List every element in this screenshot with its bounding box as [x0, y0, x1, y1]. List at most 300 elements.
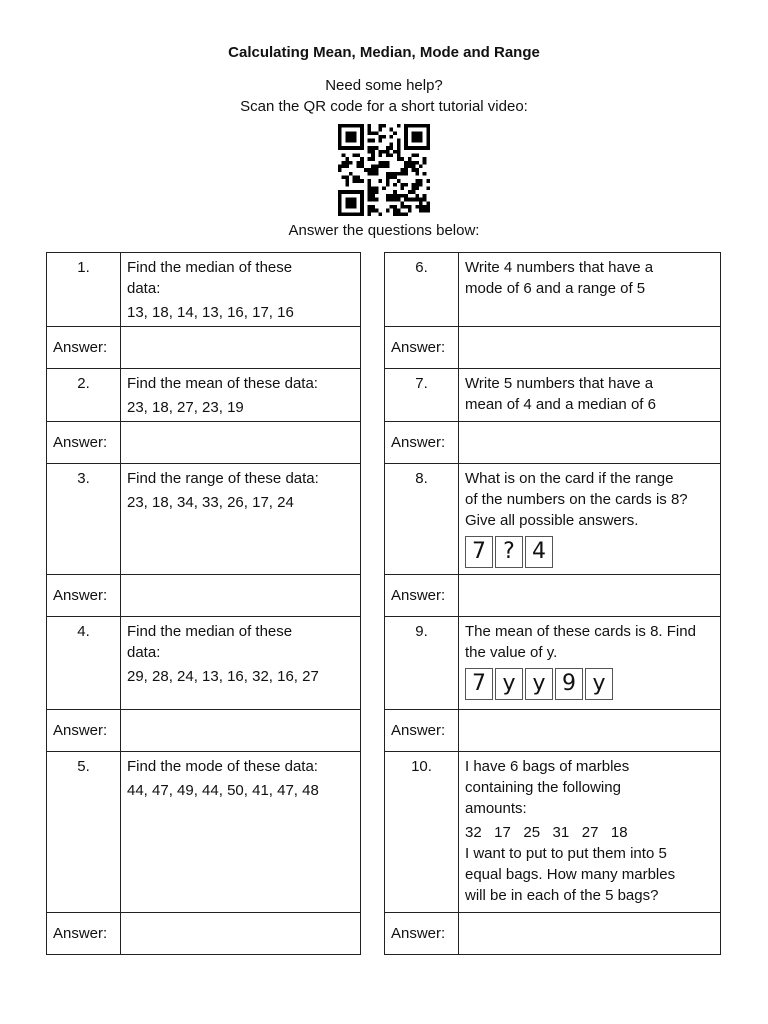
qr-module	[378, 153, 382, 157]
answer-field-10[interactable]	[459, 913, 721, 955]
question-text	[459, 369, 721, 422]
qr-module	[375, 131, 379, 135]
question-line: containing the following	[465, 779, 621, 796]
qr-module	[419, 135, 423, 139]
qr-module	[412, 146, 416, 150]
qr-module	[423, 124, 427, 128]
qr-module	[356, 153, 360, 157]
qr-module	[349, 131, 353, 135]
question-text	[121, 752, 361, 913]
qr-module	[338, 128, 342, 132]
qr-module	[342, 153, 346, 157]
qr-module	[426, 201, 430, 205]
qr-module	[426, 142, 430, 146]
question-line: amounts:	[465, 800, 527, 817]
qr-module	[345, 201, 349, 205]
answer-field-6[interactable]	[459, 327, 721, 369]
answer-field-5[interactable]	[121, 913, 361, 955]
qr-module	[338, 164, 342, 168]
question-line: What is on the card if the range	[465, 470, 674, 487]
qr-module	[423, 209, 427, 213]
qr-module	[360, 157, 364, 161]
qr-module	[415, 172, 419, 176]
question-text	[459, 464, 721, 575]
qr-module	[382, 161, 386, 165]
qr-module	[338, 190, 342, 194]
qr-module	[412, 135, 416, 139]
qr-module	[378, 164, 382, 168]
qr-module	[419, 183, 423, 187]
qr-module	[415, 187, 419, 191]
qr-module	[415, 146, 419, 150]
number-cards	[465, 536, 714, 568]
qr-module	[401, 201, 405, 205]
question-text	[459, 253, 721, 327]
question-data: 13, 18, 14, 13, 16, 17, 16	[127, 304, 294, 321]
qr-module	[423, 161, 427, 165]
qr-module	[367, 190, 371, 194]
qr-module	[371, 168, 375, 172]
qr-module	[423, 146, 427, 150]
qr-module	[401, 212, 405, 216]
answer-row-4	[47, 710, 361, 752]
qr-module	[390, 205, 394, 209]
qr-module	[412, 164, 416, 168]
qr-module	[367, 209, 371, 213]
answer-label: Answer:	[385, 575, 459, 617]
qr-module	[353, 131, 357, 135]
qr-module	[390, 146, 394, 150]
qr-module	[382, 124, 386, 128]
answer-label: Answer:	[47, 422, 121, 464]
qr-module	[426, 131, 430, 135]
qr-module	[390, 142, 394, 146]
qr-module	[349, 146, 353, 150]
qr-module	[349, 198, 353, 202]
qr-module	[378, 161, 382, 165]
qr-module	[371, 190, 375, 194]
answer-label: Answer:	[385, 913, 459, 955]
answer-row-1	[47, 327, 361, 369]
qr-module	[423, 198, 427, 202]
qr-module	[386, 194, 390, 198]
qr-module	[353, 153, 357, 157]
qr-module	[349, 212, 353, 216]
qr-module	[415, 161, 419, 165]
qr-module	[371, 209, 375, 213]
qr-module	[349, 190, 353, 194]
qr-module	[397, 179, 401, 183]
question-data: 44, 47, 49, 44, 50, 41, 47, 48	[127, 782, 319, 799]
qr-module	[404, 164, 408, 168]
qr-module	[426, 205, 430, 209]
qr-module	[375, 198, 379, 202]
question-line: data:	[127, 644, 161, 661]
qr-module	[349, 135, 353, 139]
qr-module	[371, 157, 375, 161]
qr-module	[345, 146, 349, 150]
qr-module	[408, 198, 412, 202]
question-number: 8.	[385, 464, 459, 575]
qr-module	[371, 187, 375, 191]
question-row-9	[385, 617, 721, 710]
qr-module	[349, 172, 353, 176]
qr-module	[408, 124, 412, 128]
qr-module	[404, 168, 408, 172]
qr-module	[401, 172, 405, 176]
qr-module	[412, 198, 416, 202]
qr-module	[356, 124, 360, 128]
qr-module	[404, 142, 408, 146]
answer-field-4[interactable]	[121, 710, 361, 752]
qr-module	[338, 168, 342, 172]
qr-module	[386, 164, 390, 168]
qr-module	[356, 146, 360, 150]
qr-module	[386, 198, 390, 202]
qr-module	[419, 201, 423, 205]
qr-module	[401, 194, 405, 198]
qr-module	[412, 187, 416, 191]
answer-row-2	[47, 422, 361, 464]
qr-module	[419, 131, 423, 135]
qr-module	[342, 190, 346, 194]
qr-module	[342, 161, 346, 165]
qr-module	[345, 176, 349, 180]
qr-module	[404, 128, 408, 132]
qr-module	[397, 150, 401, 154]
question-line: Write 4 numbers that have a	[465, 259, 654, 276]
qr-module	[371, 146, 375, 150]
answer-row-3	[47, 575, 361, 617]
qr-module	[390, 198, 394, 202]
qr-module	[345, 135, 349, 139]
number-card: 9	[555, 668, 583, 700]
qr-module	[419, 179, 423, 183]
qr-module	[390, 172, 394, 176]
question-line: mean of 4 and a median of 6	[465, 396, 656, 413]
instructions: Answer the questions below:	[288, 222, 480, 239]
qr-module	[412, 153, 416, 157]
qr-module	[397, 209, 401, 213]
qr-module	[356, 179, 360, 183]
qr-module	[390, 176, 394, 180]
answer-field-2[interactable]	[121, 422, 361, 464]
question-line: data:	[127, 280, 161, 297]
qr-module	[353, 201, 357, 205]
qr-module	[360, 128, 364, 132]
qr-module	[404, 194, 408, 198]
qr-module	[412, 168, 416, 172]
question-line: of the numbers on the cards is 8?	[465, 491, 688, 508]
answer-field-3[interactable]	[121, 575, 361, 617]
qr-module	[404, 198, 408, 202]
number-card: 7	[465, 536, 493, 568]
answer-label: Answer:	[385, 422, 459, 464]
qr-module	[356, 212, 360, 216]
question-row-1	[47, 253, 361, 327]
help-line-1: Need some help?	[325, 77, 443, 94]
qr-module	[345, 131, 349, 135]
qr-module	[367, 183, 371, 187]
question-row-5	[47, 752, 361, 913]
qr-module	[386, 172, 390, 176]
qr-module	[345, 164, 349, 168]
qr-module	[356, 176, 360, 180]
qr-module	[367, 128, 371, 132]
qr-module	[393, 205, 397, 209]
answer-field-8[interactable]	[459, 575, 721, 617]
qr-module	[353, 124, 357, 128]
qr-module	[360, 164, 364, 168]
qr-module	[342, 176, 346, 180]
qr-module	[419, 139, 423, 143]
question-line: I have 6 bags of marbles	[465, 758, 630, 775]
qr-module	[338, 212, 342, 216]
question-number: 3.	[47, 464, 121, 575]
qr-module	[349, 124, 353, 128]
qr-module	[371, 205, 375, 209]
qr-module	[393, 172, 397, 176]
qr-module	[401, 187, 405, 191]
qr-module	[360, 179, 364, 183]
qr-module	[426, 209, 430, 213]
qr-module	[393, 212, 397, 216]
qr-module	[378, 135, 382, 139]
qr-module	[419, 146, 423, 150]
question-number: 9.	[385, 617, 459, 710]
qr-module	[397, 194, 401, 198]
qr-module	[401, 183, 405, 187]
qr-module	[426, 187, 430, 191]
qr-module	[353, 190, 357, 194]
question-row-4	[47, 617, 361, 710]
qr-module	[404, 131, 408, 135]
qr-module	[338, 205, 342, 209]
question-line: equal bags. How many marbles	[465, 866, 676, 883]
answer-label: Answer:	[47, 710, 121, 752]
qr-module	[360, 194, 364, 198]
qr-module	[397, 172, 401, 176]
qr-module	[345, 198, 349, 202]
qr-module	[375, 168, 379, 172]
answer-label: Answer:	[385, 327, 459, 369]
answer-label: Answer:	[47, 575, 121, 617]
qr-module	[360, 135, 364, 139]
qr-module	[397, 153, 401, 157]
question-row-3	[47, 464, 361, 575]
qr-module	[404, 172, 408, 176]
question-row-2	[47, 369, 361, 422]
qr-module	[360, 212, 364, 216]
page-title: Calculating Mean, Median, Mode and Range	[228, 44, 540, 61]
question-line: Find the median of these	[127, 259, 293, 276]
qr-module	[412, 183, 416, 187]
answer-row-5	[47, 913, 361, 955]
qr-module	[375, 187, 379, 191]
qr-module	[353, 179, 357, 183]
qr-module	[353, 146, 357, 150]
qr-module	[397, 212, 401, 216]
answer-label: Answer:	[47, 327, 121, 369]
qr-module	[415, 124, 419, 128]
answer-row-10	[385, 913, 721, 955]
qr-module	[338, 201, 342, 205]
answer-row-6	[385, 327, 721, 369]
qr-module	[401, 205, 405, 209]
qr-module	[404, 135, 408, 139]
help-line-2: Scan the QR code for a short tutorial video:	[240, 98, 528, 115]
qr-module	[367, 205, 371, 209]
qr-module	[371, 139, 375, 143]
qr-module	[360, 198, 364, 202]
question-line: The mean of these cards is 8. Find	[465, 623, 696, 640]
qr-module	[419, 205, 423, 209]
qr-module	[360, 209, 364, 213]
qr-module	[378, 212, 382, 216]
question-number: 10.	[385, 752, 459, 913]
qr-module	[393, 176, 397, 180]
qr-module	[390, 194, 394, 198]
number-cards	[465, 668, 714, 700]
qr-module	[338, 124, 342, 128]
qr-module	[342, 146, 346, 150]
question-number: 7.	[385, 369, 459, 422]
qr-module	[404, 161, 408, 165]
qr-module	[345, 157, 349, 161]
qr-module	[345, 190, 349, 194]
qr-module	[404, 183, 408, 187]
qr-module	[404, 139, 408, 143]
qr-module	[419, 164, 423, 168]
qr-module	[371, 153, 375, 157]
qr-module	[397, 146, 401, 150]
answer-row-7	[385, 422, 721, 464]
qr-module	[393, 198, 397, 202]
qr-module	[367, 172, 371, 176]
qr-module	[426, 146, 430, 150]
qr-module	[375, 209, 379, 213]
qr-module	[349, 139, 353, 143]
qr-module	[397, 139, 401, 143]
qr-module	[408, 190, 412, 194]
answer-field-7[interactable]	[459, 422, 721, 464]
qr-module	[412, 139, 416, 143]
qr-module	[378, 179, 382, 183]
qr-module	[412, 190, 416, 194]
qr-module	[360, 161, 364, 165]
answer-label: Answer:	[47, 913, 121, 955]
qr-module	[356, 161, 360, 165]
qr-module	[360, 201, 364, 205]
qr-module	[415, 168, 419, 172]
qr-module	[426, 179, 430, 183]
question-line: mode of 6 and a range of 5	[465, 280, 646, 297]
qr-module	[360, 190, 364, 194]
qr-module	[408, 209, 412, 213]
qr-module	[353, 198, 357, 202]
number-card: y	[495, 668, 523, 700]
qr-module	[397, 124, 401, 128]
qr-module	[397, 142, 401, 146]
qr-module	[386, 161, 390, 165]
qr-module	[412, 161, 416, 165]
qr-module	[371, 194, 375, 198]
qr-module	[401, 157, 405, 161]
question-line: the value of y.	[465, 644, 558, 661]
question-number: 6.	[385, 253, 459, 327]
qr-module	[360, 124, 364, 128]
qr-module	[342, 124, 346, 128]
qr-module	[375, 146, 379, 150]
qr-module	[353, 135, 357, 139]
qr-module	[404, 205, 408, 209]
qr-module	[390, 135, 394, 139]
qr-module	[345, 179, 349, 183]
qr-module	[367, 168, 371, 172]
qr-module	[415, 135, 419, 139]
qr-module	[386, 150, 390, 154]
help-text	[0, 75, 768, 117]
qr-module	[375, 164, 379, 168]
answer-field-9[interactable]	[459, 710, 721, 752]
qr-code-icon[interactable]	[336, 124, 432, 216]
qr-module	[360, 142, 364, 146]
question-data: 23, 18, 27, 23, 19	[127, 399, 244, 416]
left-question-table	[46, 252, 361, 955]
qr-module	[419, 209, 423, 213]
qr-module	[367, 139, 371, 143]
qr-module	[353, 176, 357, 180]
qr-module	[375, 172, 379, 176]
qr-module	[356, 164, 360, 168]
qr-module	[408, 157, 412, 161]
qr-module	[390, 128, 394, 132]
qr-module	[345, 183, 349, 187]
qr-module	[386, 176, 390, 180]
question-line: Write 5 numbers that have a	[465, 375, 654, 392]
qr-module	[404, 124, 408, 128]
qr-module	[367, 212, 371, 216]
question-row-7	[385, 369, 721, 422]
qr-module	[378, 124, 382, 128]
qr-module	[426, 124, 430, 128]
question-line: Find the mean of these data:	[127, 375, 318, 392]
qr-module	[382, 135, 386, 139]
question-line: Find the mode of these data:	[127, 758, 318, 775]
answer-row-8	[385, 575, 721, 617]
qr-module	[386, 146, 390, 150]
qr-module	[386, 179, 390, 183]
answer-field-1[interactable]	[121, 327, 361, 369]
qr-module	[345, 205, 349, 209]
question-row-6	[385, 253, 721, 327]
number-card: 4	[525, 536, 553, 568]
question-text	[459, 617, 721, 710]
qr-module	[415, 183, 419, 187]
number-card: y	[525, 668, 553, 700]
qr-module	[371, 198, 375, 202]
qr-module	[419, 198, 423, 202]
qr-module	[426, 128, 430, 132]
qr-module	[367, 157, 371, 161]
qr-module	[415, 194, 419, 198]
number-card: ?	[495, 536, 523, 568]
qr-module	[371, 164, 375, 168]
qr-module	[423, 194, 427, 198]
question-row-10	[385, 752, 721, 913]
qr-module	[408, 146, 412, 150]
qr-module	[338, 131, 342, 135]
